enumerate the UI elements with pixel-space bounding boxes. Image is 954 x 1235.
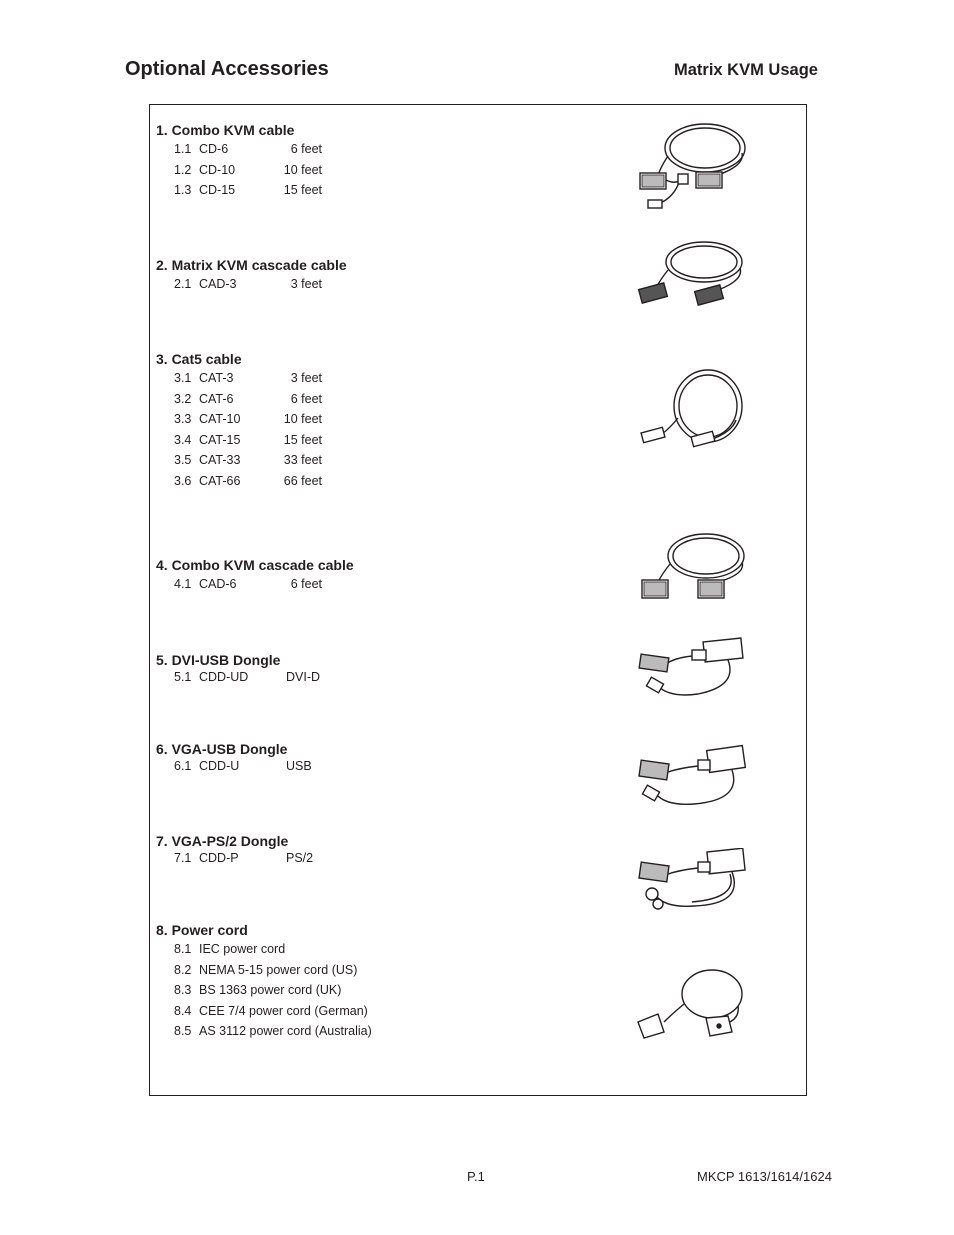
- list-item: [156, 471, 322, 492]
- section-vga-usb-dongle: [156, 740, 312, 774]
- list-item: [156, 160, 322, 181]
- dvi-usb-dongle-icon: [634, 636, 750, 706]
- item-value: 10 feet: [283, 412, 322, 427]
- list-item: [156, 450, 322, 471]
- list-item: [156, 274, 347, 295]
- item-value: 6 feet: [290, 577, 322, 591]
- item-value: 3 feet: [290, 371, 322, 385]
- item-value: 33 feet: [283, 453, 322, 468]
- item-number: 8.2: [174, 962, 192, 977]
- item-number: 6.1: [174, 759, 192, 773]
- item-number: 1.3: [174, 183, 192, 198]
- item-name: CDD-UD: [199, 670, 249, 684]
- item-number: 7.1: [174, 851, 192, 865]
- item-number: 2.1: [174, 277, 192, 291]
- section-title: 6. VGA-USB Dongle: [156, 741, 288, 757]
- item-value: DVI-D: [286, 670, 321, 684]
- item-name: CAT-33: [199, 453, 241, 468]
- item-number: 1.2: [174, 162, 192, 177]
- item-name: NEMA 5-15 power cord (US): [199, 962, 358, 977]
- item-name: BS 1363 power cord (UK): [199, 983, 342, 998]
- item-value: 6 feet: [290, 142, 322, 156]
- item-number: 1.1: [174, 142, 192, 156]
- list-item: [156, 574, 354, 595]
- item-name: CD-6: [199, 142, 229, 156]
- item-value: 15 feet: [283, 432, 322, 447]
- item-value: 66 feet: [283, 473, 322, 488]
- cat5-cable-icon: [636, 366, 748, 456]
- item-name: CAT-15: [199, 432, 241, 447]
- item-value: 15 feet: [283, 183, 322, 198]
- list-item: [156, 389, 322, 410]
- item-value: USB: [286, 759, 312, 773]
- section-title: 1. Combo KVM cable: [156, 122, 295, 138]
- item-number: 8.3: [174, 983, 192, 998]
- item-name: CAT-6: [199, 391, 234, 406]
- item-name: AS 3112 power cord (Australia): [199, 1024, 372, 1039]
- section-title: 3. Cat5 cable: [156, 351, 242, 367]
- list-item: [156, 180, 322, 201]
- item-value: 10 feet: [283, 162, 322, 177]
- vga-usb-dongle-icon: [632, 744, 750, 814]
- item-name: CD-15: [199, 183, 236, 198]
- item-name: CAT-66: [199, 473, 241, 488]
- section-title: 2. Matrix KVM cascade cable: [156, 257, 347, 273]
- page-title: Optional Accessories: [125, 58, 329, 80]
- list-item: [156, 669, 321, 685]
- section-cat5-cable: [156, 350, 322, 492]
- combo-cascade-cable-icon: [634, 530, 752, 606]
- item-number: 3.6: [174, 473, 192, 488]
- item-number: 4.1: [174, 577, 192, 591]
- list-item: [156, 430, 322, 451]
- item-name: CAD-6: [199, 577, 237, 591]
- item-value: 6 feet: [290, 391, 322, 406]
- item-name: CAT-10: [199, 412, 241, 427]
- item-number: 8.1: [174, 942, 192, 956]
- page-subtitle: Matrix KVM Usage: [674, 61, 818, 79]
- item-number: 8.4: [174, 1003, 192, 1018]
- list-item: [156, 758, 312, 774]
- item-name: CAT-3: [199, 371, 234, 385]
- list-item: [156, 368, 322, 389]
- item-name: IEC power cord: [199, 942, 286, 956]
- list-item: [156, 409, 322, 430]
- item-value: PS/2: [286, 851, 314, 865]
- item-value: 3 feet: [290, 277, 322, 291]
- section-matrix-kvm-cascade-cable: [156, 256, 347, 295]
- item-name: CEE 7/4 power cord (German): [199, 1003, 368, 1018]
- section-vga-ps2-dongle: [156, 832, 314, 866]
- item-number: 3.2: [174, 391, 192, 406]
- power-cord-icon: [632, 966, 750, 1042]
- cascade-cable-icon: [632, 238, 752, 310]
- section-power-cord: [156, 921, 372, 1042]
- section-combo-kvm-cascade-cable: [156, 556, 354, 595]
- section-title: 8. Power cord: [156, 922, 248, 938]
- list-item: [156, 1001, 368, 1022]
- item-name: CAD-3: [199, 277, 237, 291]
- item-number: 3.1: [174, 371, 192, 385]
- item-number: 5.1: [174, 670, 192, 684]
- vga-ps2-dongle-icon: [632, 848, 750, 916]
- list-item: [156, 139, 322, 160]
- item-number: 8.5: [174, 1024, 192, 1039]
- item-name: CD-10: [199, 162, 236, 177]
- section-combo-kvm-cable: [156, 121, 322, 201]
- list-item: [156, 939, 286, 960]
- list-item: [156, 960, 358, 981]
- item-name: CDD-U: [199, 759, 240, 773]
- section-title: 7. VGA-PS/2 Dongle: [156, 833, 289, 849]
- item-number: 3.4: [174, 432, 192, 447]
- section-dvi-usb-dongle: [156, 651, 321, 685]
- list-item: [156, 850, 314, 866]
- combo-kvm-cable-icon: [630, 118, 755, 214]
- section-title: 5. DVI-USB Dongle: [156, 652, 281, 668]
- item-number: 3.5: [174, 453, 192, 468]
- section-title: 4. Combo KVM cascade cable: [156, 557, 354, 573]
- item-number: 3.3: [174, 412, 192, 427]
- list-item: [156, 1021, 372, 1042]
- model-number: MKCP 1613/1614/1624: [697, 1169, 832, 1184]
- page-number: P.1: [467, 1169, 485, 1184]
- list-item: [156, 980, 342, 1001]
- item-name: CDD-P: [199, 851, 239, 865]
